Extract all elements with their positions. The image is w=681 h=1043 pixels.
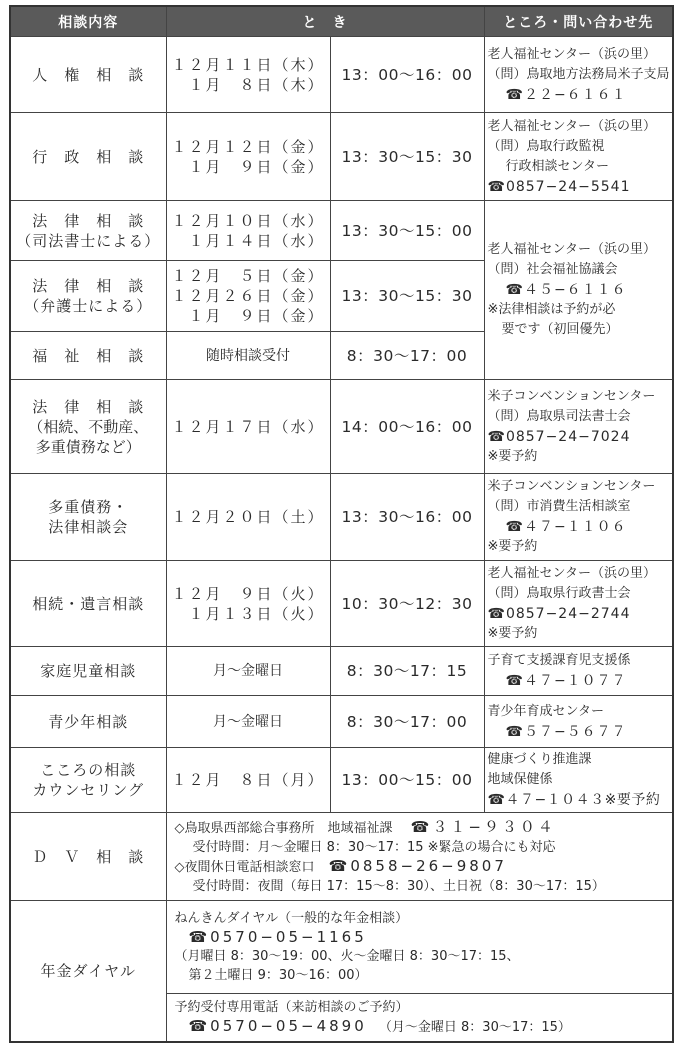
header-where: ところ・問い合わせ先	[484, 6, 673, 37]
phone-number: ☎５７−５６７７	[505, 723, 627, 740]
row-horitsu-sozoku-name: 法 律 相 談 （相続、不動産、 多重債務など）	[10, 380, 166, 474]
row-tajusaimu-date: １２月２０日（土）	[166, 474, 330, 561]
row-sozoku-igon-name: 相続・遺言相談	[10, 561, 166, 647]
phone-number: ☎４７−１１０６	[505, 519, 627, 535]
row-fukushi-time: 8：30～17：00	[330, 332, 484, 380]
row-gyosei-place: 老人福祉センター（浜の里） （問）鳥取行政監視 行政相談センター ☎0857−24−5541	[484, 113, 673, 201]
row-nenkin-block2: 予約受付専用電話（来訪相談のご予約） ☎0570−05−4890 （月～金曜日 8：30～17：15）	[166, 994, 673, 1042]
row-sozoku-igon-place: 老人福祉センター（浜の里） （問）鳥取県行政書士会 ☎0857−24−2744 ※要予約	[484, 561, 673, 647]
phone-number: ☎４７−１０７７	[505, 673, 627, 689]
row-horitsu-bengo-time: 13：30～15：30	[330, 261, 484, 332]
table-row	[10, 113, 673, 201]
table-row	[10, 474, 673, 561]
row-katei-place: 子育て支援課育児支援係 ☎４７−１０７７	[484, 647, 673, 696]
row-tajusaimu-name: 多重債務・ 法律相談会	[10, 474, 166, 561]
row-sozoku-igon-time: 10：30～12：30	[330, 561, 484, 647]
row-horitsu-shiho-time: 13：30～15：00	[330, 201, 484, 261]
row-gyosei-dates: １２月１２日（金） １月 ９日（金）	[166, 113, 330, 201]
phone-number: ☎0857−24−5541	[487, 178, 631, 195]
phone-number: ☎0570−05−1165	[188, 928, 367, 946]
table-row	[10, 201, 673, 261]
table-row	[10, 901, 673, 994]
row-gyosei-name: 行 政 相 談	[10, 113, 166, 201]
row-gyosei-time: 13：30～15：30	[330, 113, 484, 201]
phone-number: ☎３１−９３０４	[410, 817, 556, 836]
row-fukushi-date: 随時相談受付	[166, 332, 330, 380]
row-horitsu-shiho-dates: １２月１０日（水） １月１４日（水）	[166, 201, 330, 261]
row-fukushi-name: 福 祉 相 談	[10, 332, 166, 380]
row-seishonen-time: 8：30～17：00	[330, 696, 484, 748]
consultation-table	[9, 5, 674, 1043]
row-kokoro-place: 健康づくり推進課 地域保健係 ☎４７−１０４３※要予約	[484, 748, 673, 813]
phone-number: ☎0570−05−4890	[188, 1016, 367, 1035]
row-kokoro-date: １２月 ８日（月）	[166, 748, 330, 813]
row-katei-time: 8：30～17：15	[330, 647, 484, 696]
row-kokoro-time: 13：00～15：00	[330, 748, 484, 813]
row-horitsu-sozoku-time: 14：00～16：00	[330, 380, 484, 474]
row-horitsu-sozoku-place: 米子コンベンションセンター （問）鳥取県司法書士会 ☎0857−24−7024 ※要予約	[484, 380, 673, 474]
row-jinken-name: 人 権 相 談	[10, 37, 166, 113]
row-horitsu-bengo-name: 法 律 相 談 （弁護士による）	[10, 261, 166, 332]
row-kokoro-name: こころの相談 カウンセリング	[10, 748, 166, 813]
row-dv-name: Ｄ Ｖ 相 談	[10, 813, 166, 901]
phone-number: ☎0858−26−9807	[328, 856, 507, 875]
header-when: と き	[166, 6, 484, 37]
table-row	[10, 647, 673, 696]
row-sozoku-igon-dates: １２月 ９日（火） １月１３日（火）	[166, 561, 330, 647]
table-row	[10, 813, 673, 901]
row-seishonen-place: 青少年育成センター ☎５７−５６７７	[484, 696, 673, 748]
table-row	[10, 37, 673, 113]
phone-number: ☎0857−24−7024	[487, 428, 631, 445]
row-dv-detail: ◇鳥取県西部総合事務所 地域福祉課 ☎３１−９３０４ 受付時間：月～金曜日 8：30～17：15 ※緊急の場合にも対応 ◇夜間休日電話相談窓口 ☎0858−26−9807 受付時間：夜間（毎日 17：15～8：30）、土日祝（8：30～17：15）	[166, 813, 673, 901]
row-horitsu-sozoku-date: １２月１７日（水）	[166, 380, 330, 474]
row-jinken-dates: １２月１１日（木） １月 ８日（木）	[166, 37, 330, 113]
row-seishonen-date: 月～金曜日	[166, 696, 330, 748]
phone-number: ☎４５−６１１６	[505, 282, 627, 298]
row-jinken-time: 13：00～16：00	[330, 37, 484, 113]
row-katei-date: 月～金曜日	[166, 647, 330, 696]
row-seishonen-name: 青少年相談	[10, 696, 166, 748]
row-katei-name: 家庭児童相談	[10, 647, 166, 696]
row-shared-place: 老人福祉センター（浜の里） （問）社会福祉協議会 ☎４５−６１１６ ※法律相談は予約が必 要です（初回優先）	[484, 201, 673, 380]
row-horitsu-shiho-name: 法 律 相 談 （司法書士による）	[10, 201, 166, 261]
table-row	[10, 380, 673, 474]
phone-number: ☎0857−24−2744	[487, 605, 631, 622]
row-tajusaimu-place: 米子コンベンションセンター （問）市消費生活相談室 ☎４７−１１０６ ※要予約	[484, 474, 673, 561]
phone-number: ☎４７−１０４３※要予約	[487, 792, 661, 808]
row-horitsu-bengo-dates: １２月 ５日（金） １２月２６日（金） １月 ９日（金）	[166, 261, 330, 332]
header-category: 相談内容	[10, 6, 166, 37]
table-header-row	[10, 6, 673, 37]
row-nenkin-block1: ねんきんダイヤル（一般的な年金相談） ☎0570−05−1165 （月曜日 8：30～19：00、火～金曜日 8：30～17：15、 第２土曜日 9：30～16：00）	[166, 901, 673, 994]
table-row	[10, 561, 673, 647]
row-jinken-place: 老人福祉センター（浜の里） （問）鳥取地方法務局米子支局 ☎２２−６１６１	[484, 37, 673, 113]
phone-number: ☎２２−６１６１	[505, 86, 627, 103]
table-row	[10, 696, 673, 748]
row-nenkin-name: 年金ダイヤル	[10, 901, 166, 1042]
row-tajusaimu-time: 13：30～16：00	[330, 474, 484, 561]
table-row	[10, 748, 673, 813]
